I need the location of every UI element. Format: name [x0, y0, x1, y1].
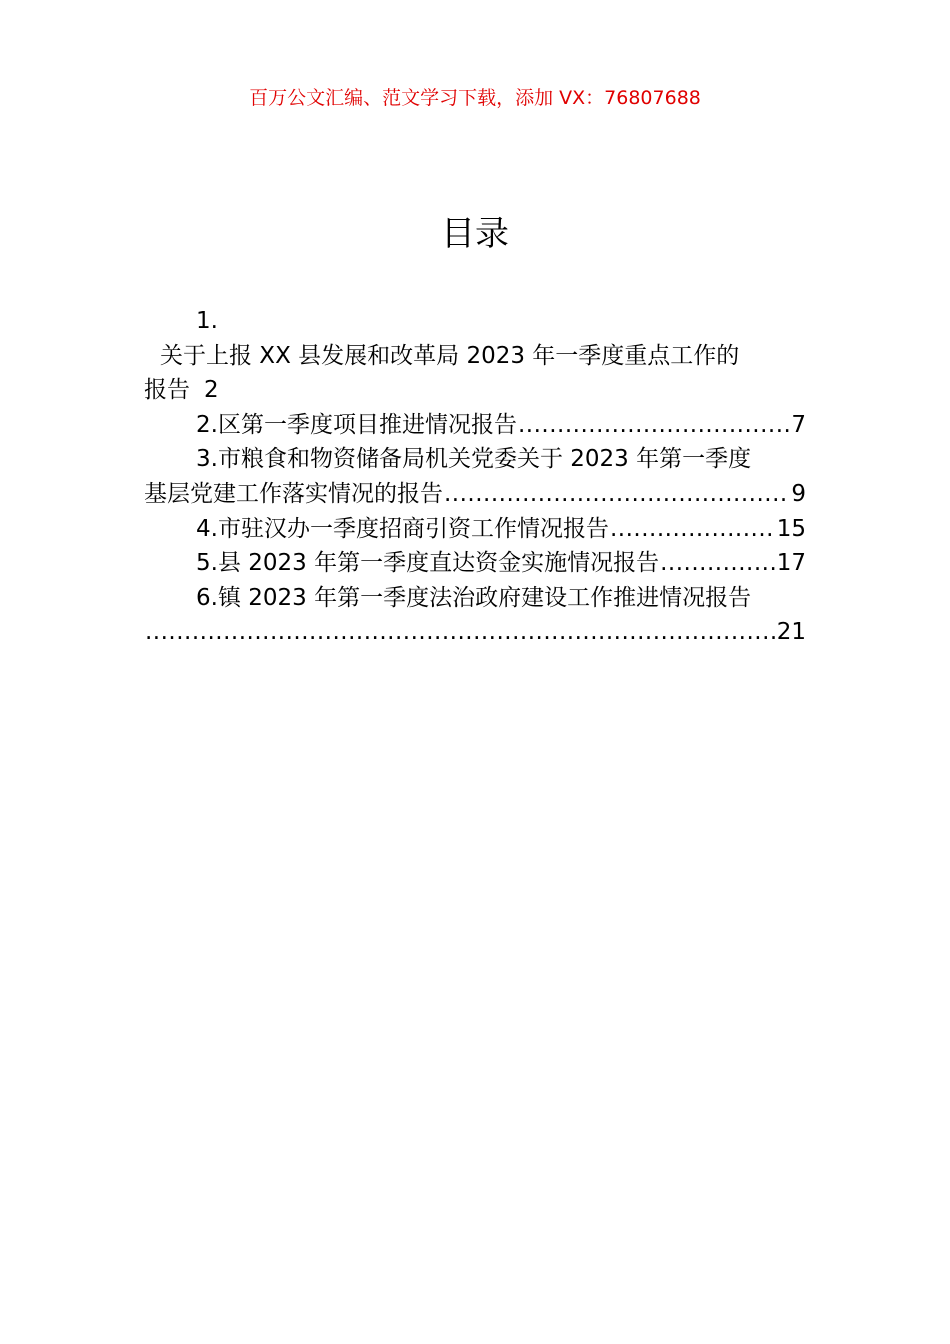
toc-item-4-page-number: 15 — [776, 515, 806, 542]
toc-item-1-number-line[interactable] — [144, 304, 806, 339]
toc-item-2-dot-leader — [518, 408, 790, 443]
toc-item-4[interactable] — [144, 512, 806, 547]
page-title: 目录 — [441, 214, 509, 254]
toc-item-5-dot-leader — [660, 546, 776, 581]
toc-item-3-line-1[interactable] — [144, 442, 806, 477]
toc-item-1-text-line-2: 报告 — [144, 377, 190, 404]
toc-item-1-text-line-1: 关于上报 XX 县发展和改革局 2023 年一季度重点工作的 — [160, 342, 740, 369]
toc-item-2[interactable] — [144, 408, 806, 443]
toc-item-3-text-line-2: 基层党建工作落实情况的报告 — [144, 480, 443, 507]
toc-item-6-text: 6.镇 2023 年第一季度法治政府建设工作推进情况报告 — [196, 584, 752, 611]
table-of-contents — [144, 304, 806, 650]
toc-item-1-page-number: 2 — [204, 377, 219, 404]
toc-item-1-line-2[interactable] — [144, 373, 806, 408]
toc-item-5-page-number: 17 — [776, 550, 806, 577]
toc-item-1-number: 1. — [196, 308, 218, 334]
toc-item-6-line-2[interactable] — [144, 615, 806, 650]
toc-item-5[interactable] — [144, 546, 806, 581]
toc-item-2-page-number: 7 — [791, 411, 806, 438]
toc-item-3-page-number: 9 — [791, 480, 806, 507]
toc-item-4-dot-leader — [610, 512, 776, 547]
toc-item-6-line-1[interactable] — [144, 581, 806, 616]
watermark-header-note: 百万公文汇编、范文学习下载，添加 VX：76807688 — [249, 87, 701, 109]
toc-item-3-text-line-1: 3.市粮食和物资储备局机关党委关于 2023 年第一季度 — [196, 446, 752, 473]
toc-item-6-dot-leader — [145, 615, 776, 650]
toc-item-3-dot-leader — [444, 477, 790, 512]
toc-item-6-page-number: 21 — [776, 619, 806, 646]
toc-item-3-line-2[interactable] — [144, 477, 806, 512]
toc-item-4-text: 4.市驻汉办一季度招商引资工作情况报告 — [196, 515, 609, 542]
toc-item-1-line-1[interactable] — [144, 339, 806, 374]
toc-item-5-text: 5.县 2023 年第一季度直达资金实施情况报告 — [196, 550, 660, 577]
toc-item-2-text: 2.区第一季度项目推进情况报告 — [196, 411, 517, 438]
